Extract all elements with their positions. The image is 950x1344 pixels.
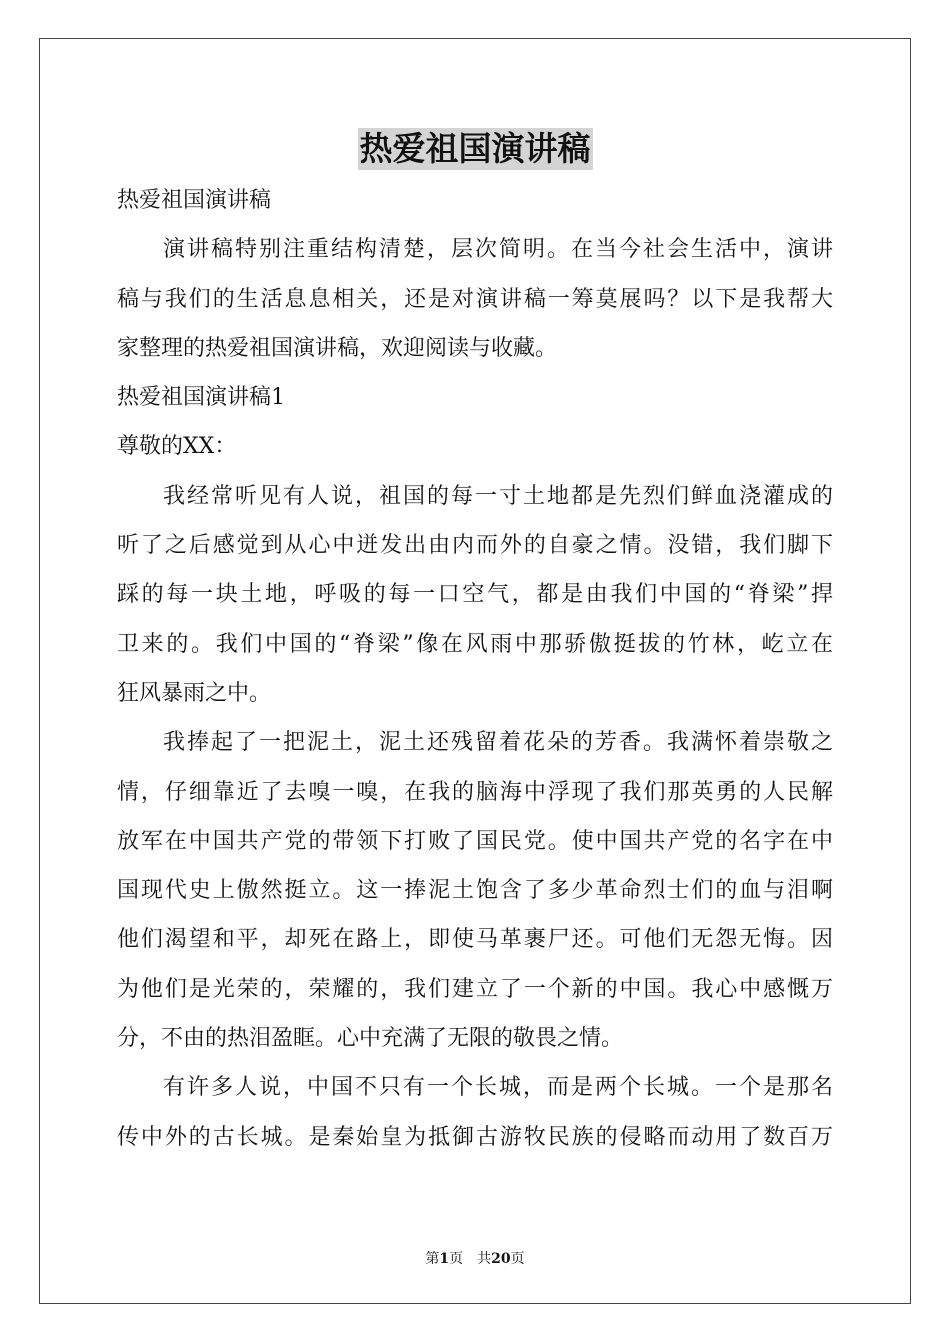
page-footer [0,1250,950,1268]
document-title [0,128,950,170]
salutation: 尊敬的XX： [117,434,237,460]
paragraph-line: 狂风暴雨之中。 [117,680,272,706]
paragraph-line: 情，仔细靠近了去嗅一嗅，在我的脑海中浮现了我们那英勇的人民解 [117,779,833,805]
paragraph-line: 踩的每一块土地，呼吸的每一口空气，都是由我们中国的“脊梁”捍 [117,582,833,608]
paragraph-line: 听了之后感觉到从心中迸发出由内而外的自豪之情。没错，我们脚下 [117,533,833,559]
paragraph-line: 我捧起了一把泥土，泥土还残留着花朵的芳香。我满怀着崇敬之 [163,730,833,756]
paragraph-line: 卫来的。我们中国的“脊梁”像在风雨中那骄傲挺拔的竹林，屹立在 [117,631,833,657]
page-number-mid: 页 共 [449,1251,492,1267]
paragraph-line: 有许多人说，中国不只有一个长城，而是两个长城。一个是那名 [163,1075,833,1101]
paragraph-line: 演讲稿特别注重结构清楚，层次简明。在当今社会生活中，演讲 [163,237,833,263]
paragraph-line: 为他们是光荣的，荣耀的，我们建立了一个新的中国。我心中感慨万 [117,976,833,1002]
page-number-total: 20 [491,1251,511,1267]
paragraph-line: 放军在中国共产党的带领下打败了国民党。使中国共产党的名字在中 [117,828,833,854]
page-number-current: 1 [439,1251,450,1267]
section-heading: 热爱祖国演讲稿 [117,188,272,213]
paragraph-line: 稿与我们的生活息息相关，还是对演讲稿一筹莫展吗？以下是我帮大 [117,286,833,312]
paragraph-line: 他们渴望和平，却死在路上，即使马革裹尸还。可他们无怨无悔。因 [117,927,833,953]
paragraph-line: 传中外的古长城。是秦始皇为抵御古游牧民族的侵略而动用了数百万 [117,1124,833,1150]
document-title-text: 热爱祖国演讲稿 [359,129,591,168]
paragraph-line: 分，不由的热泪盈眶。心中充满了无限的敬畏之情。 [117,1026,624,1052]
page-number-prefix: 第 [425,1251,440,1267]
document-body [117,176,833,1162]
paragraph-line: 我经常听见有人说，祖国的每一寸土地都是先烈们鲜血浇灌成的 [163,483,833,509]
page-number-suffix: 页 [510,1251,525,1267]
paragraph-line: 家整理的热爱祖国演讲稿，欢迎阅读与收藏。 [117,335,558,361]
paragraph-line: 国现代史上傲然挺立。这一捧泥土饱含了多少革命烈士们的血与泪啊 [117,878,833,904]
section-heading: 热爱祖国演讲稿1 [117,385,285,411]
